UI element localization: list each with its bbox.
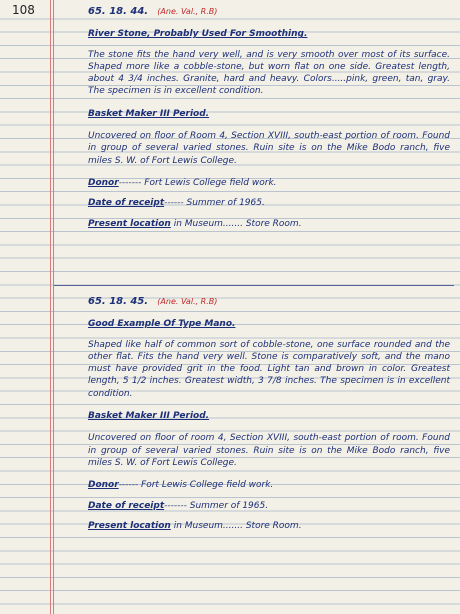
date-label: Date of receipt [88, 500, 165, 511]
donor-line: Donor------- Fort Lewis College field work. [88, 177, 277, 188]
entry-description: Shaped like half of common sort of cobble-stone, one surface rounded and the other flat. Fits the hand very well. Stone is comparatively soft, and the mano must have provided grit in the food. Light tan and brown in color. Greatest length, 5 1/2 inches. Greatest width, 3 7/8 inches. The specimen is in excellent condition. [88, 339, 450, 399]
margin-line [50, 0, 51, 614]
entry-title: Good Example Of Type Mano. [88, 319, 236, 330]
entry-heading [88, 296, 450, 308]
donor-label: Donor [88, 177, 119, 188]
donor-value: Fort Lewis College field work. [141, 480, 274, 491]
donor-value: Fort Lewis College field work. [144, 177, 277, 188]
location-value: in Museum....... Store Room. [173, 520, 302, 531]
catalog-number: 65. 18. 45. [88, 296, 149, 307]
period-title: Basket Maker III Period. [88, 108, 210, 119]
stamp: (Ane. Val., R.B) [157, 7, 218, 16]
donor-label: Donor [88, 480, 119, 491]
entry-heading [88, 6, 450, 18]
catalog-number: 65. 18. 44. [88, 6, 149, 17]
date-value: Summer of 1965. [186, 198, 265, 209]
date-line: Date of receipt------ Summer of 1965. [88, 198, 265, 209]
location-line [88, 218, 450, 230]
donor-line: Donor------ Fort Lewis College field work. [88, 480, 274, 491]
date-value: Summer of 1965. [189, 500, 269, 511]
stamp: (Ane. Val., R.B) [157, 297, 218, 306]
location-label: Present location [88, 520, 171, 531]
period-title: Basket Maker III Period. [88, 411, 210, 422]
provenance: Uncovered on floor of room 4, Section XVIII, south-east portion of room. Found in group of several varied stones. Ruin site is on the Mike Bodo ranch, five miles S. W. of Fort Lewis College. [88, 433, 450, 468]
provenance: Uncovered on floor of Room 4, Section XVIII, south-east portion of room. Found in group of several varied stones. Ruin site is on the Mike Bodo ranch, five miles S. W. of Fort Lewis College. [88, 131, 450, 166]
catalog-entry [88, 6, 450, 230]
date-line: Date of receipt------- Summer of 1965. [88, 500, 269, 511]
page-number: 108 [12, 3, 35, 17]
location-line [88, 520, 450, 532]
margin-line [53, 0, 54, 614]
date-label: Date of receipt [88, 198, 165, 209]
location-value: in Museum....... Store Room. [173, 218, 302, 229]
location-label: Present location [88, 218, 171, 229]
entry-divider [54, 285, 454, 286]
catalog-entry [88, 296, 450, 532]
entry-title: River Stone, Probably Used For Smoothing. [88, 29, 308, 40]
entry-description: The stone fits the hand very well, and is very smooth over most of its surface. Shaped more like a cobble-stone, but worn flat on one side. Greatest length, about 4 3/4 inches. Granite, hard and heavy. Colors.....pink, green, tan, gray. The specimen is in excellent condition. [88, 49, 450, 97]
